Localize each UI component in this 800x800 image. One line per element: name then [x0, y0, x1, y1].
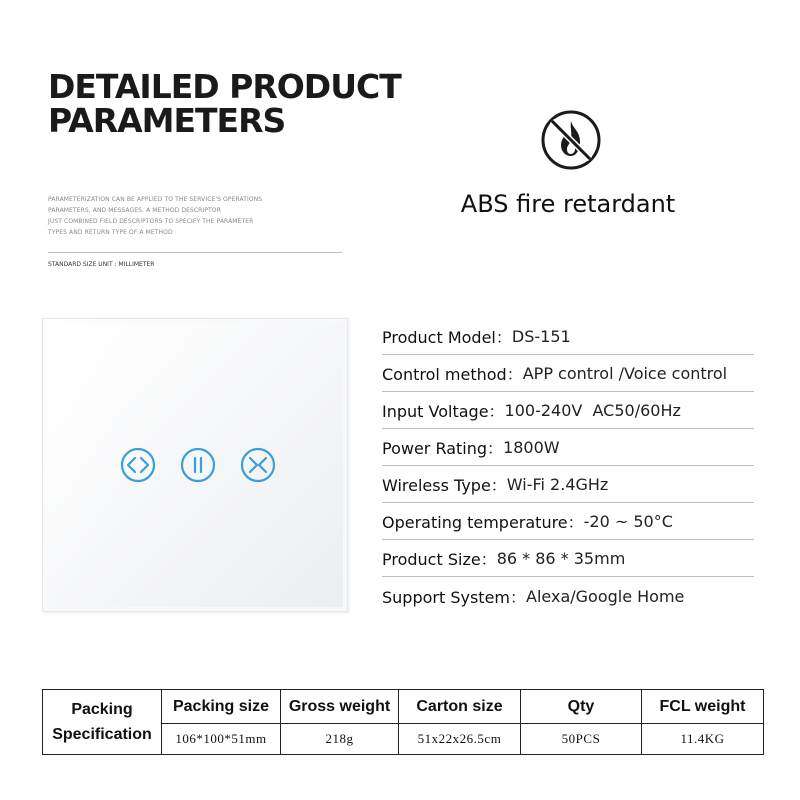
packing-value: 218g [281, 724, 399, 755]
packing-title-cell [43, 690, 162, 755]
description-line: TYPES AND RETURN TYPE OF A METHOD [48, 229, 173, 236]
packing-spec-table [42, 689, 764, 755]
param-value: Wi-Fi 2.4GHz [506, 475, 609, 494]
close-arrows-icon [239, 446, 277, 484]
param-label: Power Rating： [382, 439, 504, 458]
fire-retardant-caption: ABS fire retardant [460, 190, 676, 218]
headline-line-1: DETAILED PRODUCT [48, 67, 401, 106]
divider [48, 252, 342, 253]
packing-header: FCL weight [642, 690, 764, 724]
param-power-rating [382, 429, 754, 466]
page-headline [48, 67, 401, 140]
param-value: 1800W [503, 438, 560, 457]
param-value: APP control /Voice control [522, 364, 728, 383]
param-label: Wireless Type： [382, 476, 507, 495]
param-label: Product Model： [382, 328, 512, 347]
packing-value: 51x22x26.5cm [399, 724, 521, 755]
size-unit-note: STANDARD SIZE UNIT : MILLIMETER [48, 261, 155, 268]
param-value: DS-151 [511, 327, 571, 346]
param-value: Alexa/Google Home [526, 586, 685, 606]
packing-header: Qty [521, 690, 642, 724]
param-label: Operating temperature： [382, 513, 584, 532]
headline-line-2: PARAMETERS [48, 101, 286, 140]
parameter-description [48, 194, 308, 238]
description-line: PARAMETERS, AND MESSAGES. A METHOD DESCRIPTOR [48, 207, 221, 214]
param-product-model [382, 318, 754, 355]
no-fire-icon [540, 109, 602, 171]
description-line: PARAMETERIZATION CAN BE APPLIED TO THE SERVICE'S OPERATIONS [48, 196, 263, 203]
param-label: Support System： [382, 587, 527, 607]
param-wireless-type [382, 466, 754, 503]
param-product-size [382, 540, 754, 577]
packing-title-line: Packing [71, 701, 133, 718]
param-label: Product Size： [382, 550, 497, 569]
packing-header: Packing size [162, 690, 281, 724]
switch-panel-image [42, 318, 348, 612]
packing-value: 11.4KG [642, 724, 764, 755]
packing-value: 50PCS [521, 724, 642, 755]
pause-icon [179, 446, 217, 484]
packing-header: Carton size [399, 690, 521, 724]
param-value: 86 * 86 * 35mm [496, 549, 626, 568]
param-control-method [382, 355, 754, 392]
param-support-system [382, 577, 754, 614]
param-operating-temperature [382, 503, 754, 540]
packing-header: Gross weight [281, 690, 399, 724]
packing-value: 106*100*51mm [162, 724, 281, 755]
packing-title-line: Specification [52, 726, 152, 743]
param-label: Input Voltage： [382, 402, 505, 421]
param-value: -20 ~ 50°C [583, 512, 673, 531]
param-value: 100-240V AC50/60Hz [504, 401, 681, 420]
param-input-voltage [382, 392, 754, 429]
open-arrows-icon [119, 446, 157, 484]
description-line: JUST COMBINED FIELD DESCRIPTORS TO SPECIFY THE PARAMETER [48, 218, 254, 225]
parameter-list [382, 318, 754, 614]
param-label: Control method： [382, 365, 523, 384]
